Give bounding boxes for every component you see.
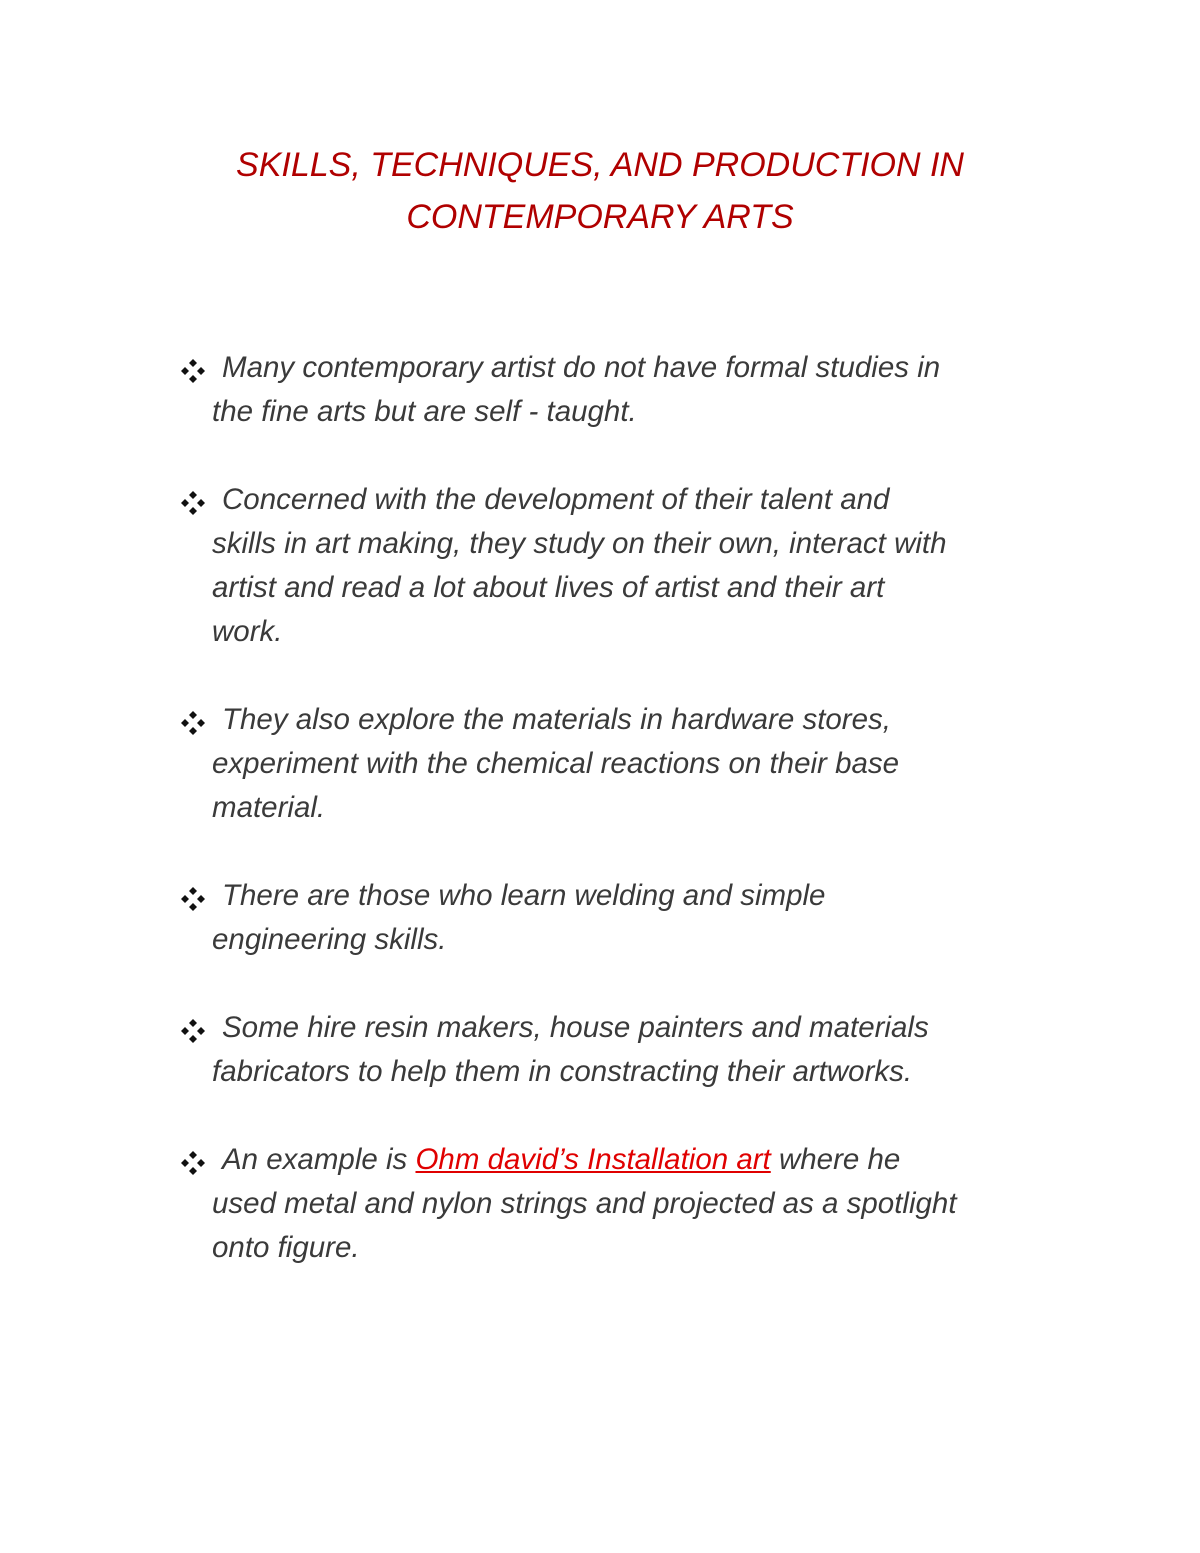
list-item-line: the fine arts but are self - taught. <box>212 395 637 428</box>
installation-art-link[interactable]: Ohm david’s Installation art <box>415 1143 771 1176</box>
list-item-line: There are those who learn welding and simple <box>222 879 826 912</box>
list-item-line: Many contemporary artist do not have formal studies in <box>222 351 941 384</box>
list-item-text <box>212 478 1082 654</box>
list-item-line: work. <box>212 615 283 648</box>
four-diamond-bullet-icon <box>178 1016 208 1046</box>
four-diamond-bullet-icon <box>178 488 208 518</box>
list-item-line: material. <box>212 791 326 824</box>
list-item-text <box>212 1138 1082 1270</box>
four-diamond-bullet-icon <box>178 884 208 914</box>
list-item-line: Concerned with the development of their talent and <box>222 483 890 516</box>
list-item-line: Some hire resin makers, house painters and materials <box>222 1011 929 1044</box>
list-item-line: skills in art making, they study on their own, interact with <box>212 527 947 560</box>
four-diamond-bullet-icon <box>178 708 208 738</box>
list-item-line: They also explore the materials in hardware stores, <box>222 703 891 736</box>
list-item-line: onto figure. <box>212 1231 360 1264</box>
list-item-line <box>212 1138 1082 1182</box>
document-title-line-1: SKILLS, TECHNIQUES, AND PRODUCTION IN <box>236 146 964 184</box>
list-item-text <box>212 698 1082 830</box>
list-item-text-after-link: where he <box>770 1143 901 1176</box>
list-item-line: used metal and nylon strings and projected as a spotlight <box>212 1187 957 1220</box>
list-item-text <box>212 874 1082 962</box>
list-item-line: engineering skills. <box>212 923 447 956</box>
list-item-text <box>212 1006 1082 1094</box>
list-item-line: artist and read a lot about lives of artist and their art <box>212 571 885 604</box>
four-diamond-bullet-icon <box>178 356 208 386</box>
document-title-line-2: CONTEMPORARY ARTS <box>406 198 794 236</box>
list-item-line: experiment with the chemical reactions on their base <box>212 747 900 780</box>
list-item-line: fabricators to help them in constracting their artworks. <box>212 1055 913 1088</box>
list-item-text <box>212 346 1082 434</box>
four-diamond-bullet-icon <box>178 1148 208 1178</box>
list-item-text-before-link: An example is <box>222 1143 416 1176</box>
